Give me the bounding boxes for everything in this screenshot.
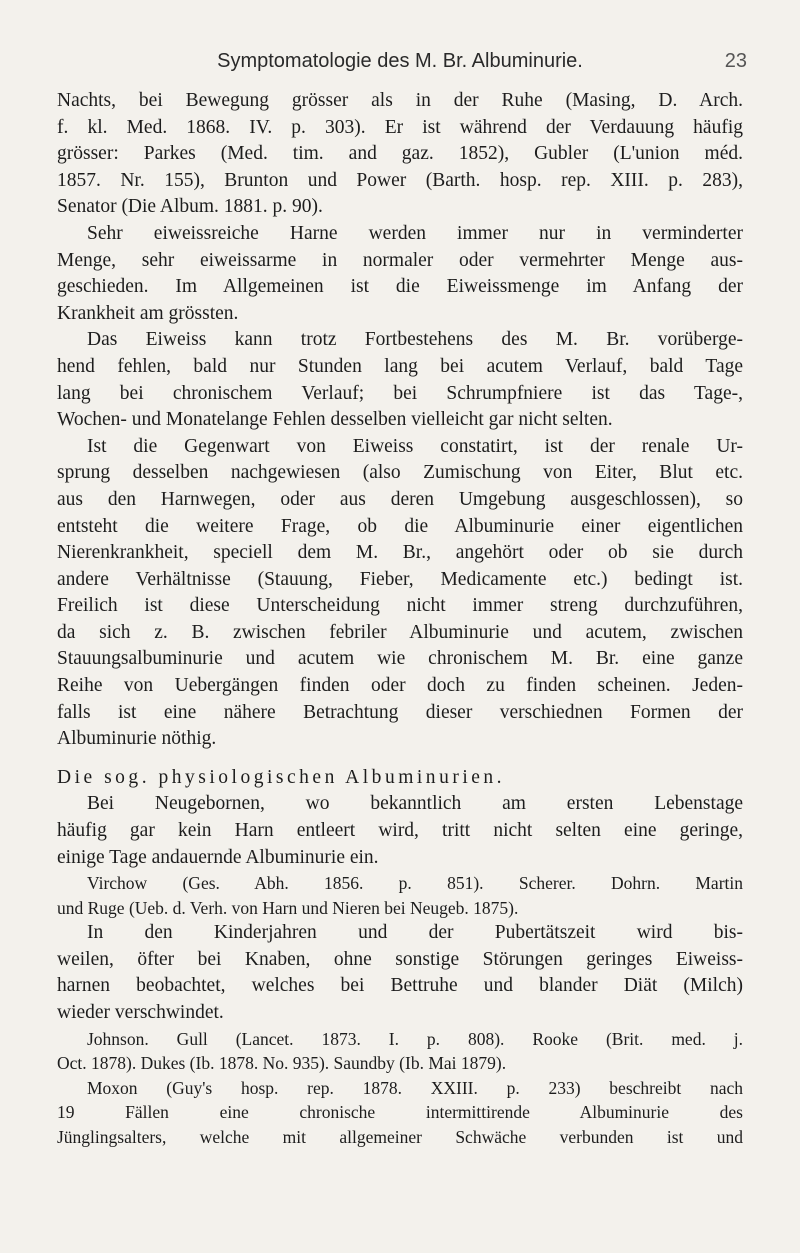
page-number: 23 [724, 50, 747, 72]
running-head [0, 50, 800, 78]
text-line: andere Verhältnisse (Stauung, Fieber, Medicamente etc.) bedingt ist. [57, 568, 743, 590]
text-line: Bei Neugebornen, wo bekanntlich am ersten Lebenstage [87, 793, 743, 815]
page-header-title: Symptomatologie des M. Br. Albuminurie. [217, 50, 583, 72]
text-line: Nachts, bei Bewegung grösser als in der Ruhe (Masing, D. Arch. [57, 90, 743, 111]
text-line: Moxon (Guy's hosp. rep. 1878. XXIII. p. 233) beschreibt nach [87, 1077, 743, 1098]
text-line: Oct. 1878). Dukes (Ib. 1878. No. 935). Saundby (Ib. Mai 1879). [57, 1053, 507, 1074]
text-line: weilen, öfter bei Knaben, ohne sonstige Störungen geringes Eiweiss- [57, 948, 743, 970]
text-line: Die sog. physiologischen Albuminurien. [57, 766, 506, 788]
text-line: sprung desselben nachgewiesen (also Zumischung von Eiter, Blut etc. [57, 462, 743, 484]
text-line: Menge, sehr eiweissarme in normaler oder vermehrter Menge aus- [57, 249, 743, 271]
text-line: Wochen- und Monatelange Fehlen desselben vielleicht gar nicht selten. [57, 409, 613, 431]
text-line: Freilich ist diese Unterscheidung nicht immer streng durchzuführen, [57, 595, 743, 617]
text-line: Stauungsalbuminurie und acutem wie chronischem M. Br. eine ganze [57, 648, 743, 670]
text-line: Sehr eiweissreiche Harne werden immer nur in verminderter [87, 222, 743, 244]
text-line: Virchow (Ges. Abh. 1856. p. 851). Scherer. Dohrn. Martin [87, 873, 743, 894]
text-line: Nierenkrankheit, speciell dem M. Br., angehört oder ob sie durch [57, 542, 743, 564]
text-line: Johnson. Gull (Lancet. 1873. I. p. 808). Rooke (Brit. med. j. [87, 1028, 743, 1049]
text-line: da sich z. B. zwischen febriler Albuminurie und acutem, zwischen [57, 621, 743, 643]
body-text [57, 88, 743, 1149]
text-line: häufig gar kein Harn entleert wird, tritt nicht selten eine geringe, [57, 820, 743, 842]
text-line: Ist die Gegenwart von Eiweiss constatirt, ist der renale Ur- [87, 435, 743, 457]
text-line: hend fehlen, bald nur Stunden lang bei acutem Verlauf, bald Tage [57, 355, 743, 377]
text-line: grösser: Parkes (Med. tim. and gaz. 1852), Gubler (L'union méd. [57, 143, 743, 165]
text-line: Reihe von Uebergängen finden oder doch zu finden scheinen. Jeden- [57, 675, 743, 697]
text-line: lang bei chronischem Verlauf; bei Schrumpfniere ist das Tage-, [57, 382, 743, 404]
text-line: 1857. Nr. 155), Brunton und Power (Barth. hosp. rep. XIII. p. 283), [57, 169, 743, 191]
text-line: harnen beobachtet, welches bei Bettruhe und blander Diät (Milch) [57, 975, 743, 997]
text-line: aus den Harnwegen, oder aus deren Umgebung ausgeschlossen), so [57, 488, 743, 510]
text-line: Jünglingsalters, welche mit allgemeiner Schwäche verbunden ist und [57, 1126, 743, 1147]
text-line: geschieden. Im Allgemeinen ist die Eiweissmenge im Anfang der [57, 276, 743, 298]
text-line: Albuminurie nöthig. [57, 728, 217, 750]
text-line: 19 Fällen eine chronische intermittirende Albuminurie des [57, 1102, 743, 1123]
text-line: einige Tage andauernde Albuminurie ein. [57, 846, 379, 868]
text-line: falls ist eine nähere Betrachtung dieser verschiednen Formen der [57, 701, 743, 723]
text-line: und Ruge (Ueb. d. Verh. von Harn und Nieren bei Neugeb. 1875). [57, 897, 519, 918]
text-line: wieder verschwindet. [57, 1002, 224, 1023]
text-line: Krankheit am grössten. [57, 302, 239, 324]
text-line: Das Eiweiss kann trotz Fortbestehens des M. Br. vorüberge- [87, 329, 743, 351]
text-line: In den Kinderjahren und der Pubertätszeit wird bis- [87, 922, 743, 944]
text-line: f. kl. Med. 1868. IV. p. 303). Er ist während der Verdauung häufig [57, 116, 743, 138]
text-line: entsteht die weitere Frage, ob die Albuminurie einer eigentlichen [57, 515, 743, 537]
text-line: Senator (Die Album. 1881. p. 90). [57, 196, 323, 218]
